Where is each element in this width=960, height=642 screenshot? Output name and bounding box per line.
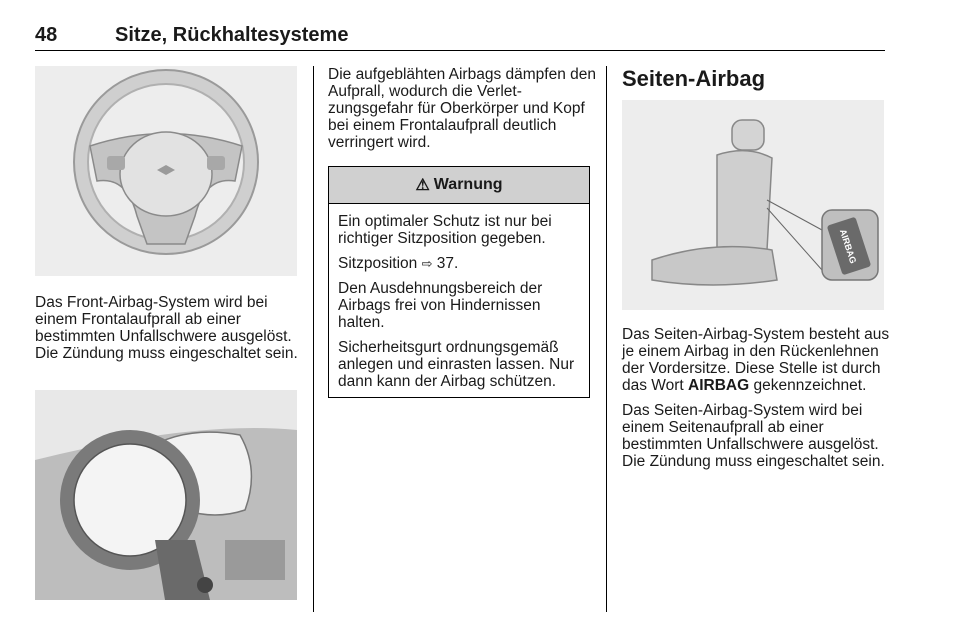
seat-airbag-illustration <box>622 100 884 310</box>
column-divider-1 <box>313 66 314 612</box>
seat-airbag-label: AIRBAG <box>837 227 859 265</box>
warning-body <box>329 204 589 390</box>
page-number: 48 <box>35 24 58 46</box>
airbag-keyword: AIRBAG <box>688 377 750 394</box>
side-airbag-paragraph-2: Das Seiten-Airbag-System wird bei einem Seitenaufprall ab einer bestimmten Unfallschwere ausgelöst. Die Zündung muss eingeschaltet sein. <box>622 402 885 470</box>
side-airbag-paragraph-1-b: gekennzeichnet. <box>749 377 867 394</box>
side-airbag-text <box>622 326 890 478</box>
warning-paragraph-2 <box>338 255 580 272</box>
airbag-effect-paragraph: Die aufgeblähten Airbags dämpfen den Aufprall, wodurch die Verletzungsgefahr für Oberkörper und Kopf bei einem Frontalaufprall deutlich verringert wird. <box>328 66 597 151</box>
side-airbag-heading: Seiten-Airbag <box>622 66 766 91</box>
column-divider-2 <box>606 66 607 612</box>
seat-position-text: Sitzposition <box>338 255 418 272</box>
warning-header <box>329 167 589 204</box>
page-header <box>35 22 885 51</box>
warning-triangle-icon: ⚠ <box>415 177 430 194</box>
side-airbag-paragraph-1 <box>622 326 890 394</box>
front-airbag-paragraph: Das Front-Airbag-System wird bei einem Frontalaufprall ab einer bestimmten Unfallschwere ausgelöst. Die Zündung muss eingeschaltet sein. <box>35 294 298 362</box>
warning-title: Warnung <box>433 176 503 193</box>
side-airbag-paragraph-1-a: Das Seiten-Airbag-System besteht aus je einem Airbag in den Rückenlehnen der Vordersitze. Diese Stelle ist durch das Wort <box>622 326 890 394</box>
front-airbag-text <box>35 294 301 370</box>
inflated-airbag-illustration <box>35 390 297 600</box>
warning-paragraph-1: Ein optimaler Schutz ist nur bei richtiger Sitzposition gegeben. <box>338 213 552 247</box>
steering-wheel-illustration <box>35 66 297 276</box>
airbag-effect-text <box>328 66 596 159</box>
warning-box <box>328 166 590 398</box>
section-title: Sitze, Rückhaltesysteme <box>115 24 349 46</box>
page-reference-link[interactable]: 37. <box>436 255 459 272</box>
warning-paragraph-3: Den Ausdehnungsbereich der Airbags frei von Hindernissen halten. <box>338 280 543 331</box>
warning-paragraph-4: Sicherheitsgurt ordnungsgemäß anlegen und einrasten lassen. Nur dann kann der Airbag schützen. <box>338 339 575 390</box>
page-reference-icon: ⇨ <box>421 256 433 271</box>
